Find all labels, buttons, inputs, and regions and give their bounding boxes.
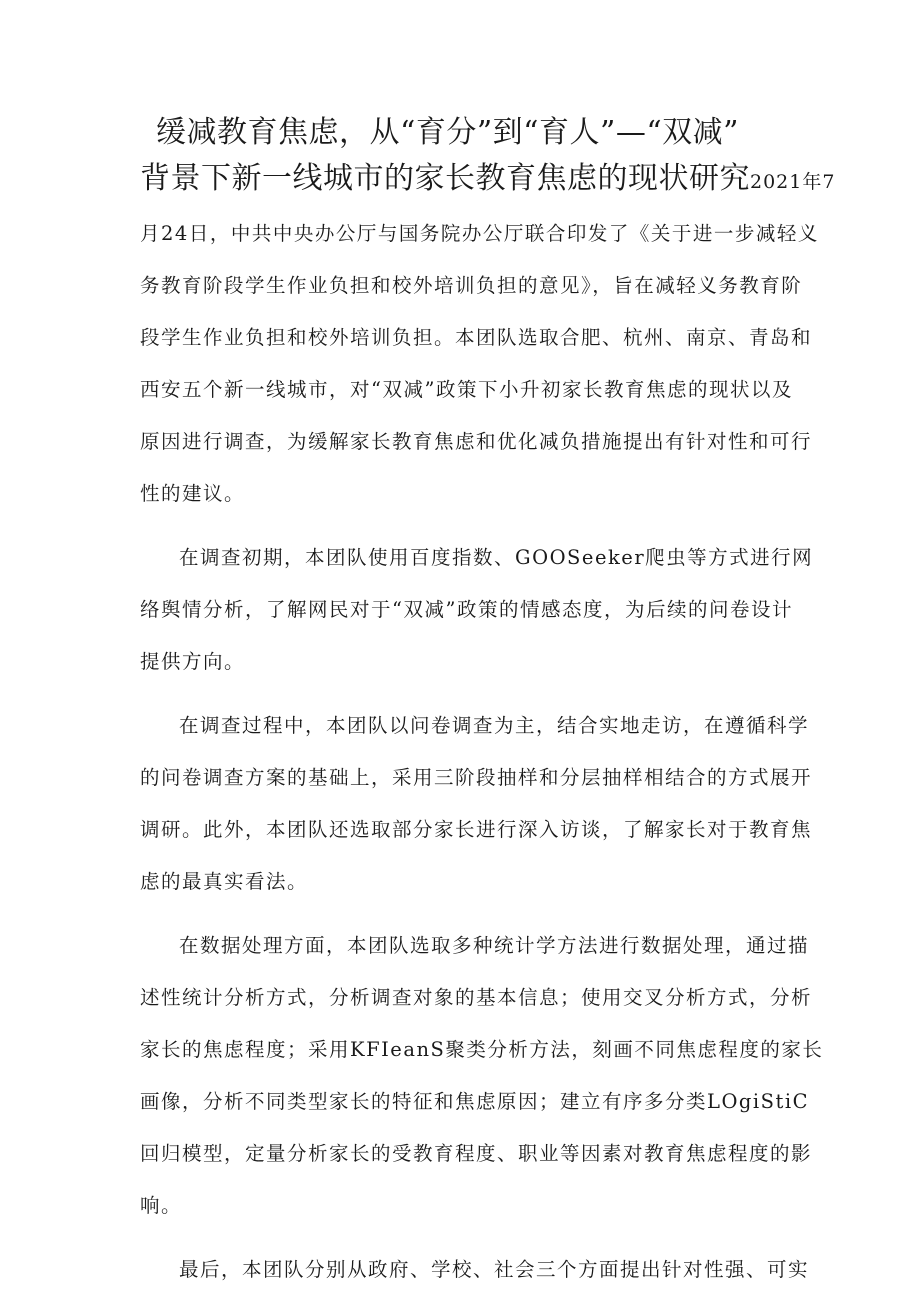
paragraph-line: 最后，本团队分别从政府、学校、社会三个方面提出针对性强、可实: [179, 1258, 810, 1281]
document-page: [140, 110, 836, 1296]
paragraph-line: 画像，分析不同类型家长的特征和焦虑原因；建立有序多分类LOgiStiC: [140, 1090, 810, 1113]
paragraph-line: 在调查初期，本团队使用百度指数、GOOSeeker爬虫等方式进行网: [179, 546, 814, 569]
document-title-line-2-text: 背景下新一线城市的家长教育焦虑的现状研究: [140, 161, 750, 196]
paragraph-line: 段学生作业负担和校外培训负担。本团队选取合肥、杭州、南京、青岛和: [140, 326, 813, 349]
paragraph-intro: [140, 208, 819, 520]
paragraph-line: 月24日，中共中央办公厅与国务院办公厅联合印发了《关于进一步减轻义: [140, 222, 819, 245]
paragraph-line: 性的建议。: [140, 482, 246, 505]
paragraph-line: 在调查过程中，本团队以问卷调查为主，结合实地走访，在遵循科学: [179, 714, 810, 737]
inline-date-start: 2021年7: [750, 171, 836, 193]
paragraph-line: 响。: [140, 1194, 183, 1217]
paragraph-line: 的问卷调查方案的基础上，采用三阶段抽样和分层抽样相结合的方式展开: [140, 766, 813, 789]
paragraph-line: 述性统计分析方式，分析调查对象的基本信息；使用交叉分析方式，分析: [140, 986, 813, 1009]
paragraph-line: 调研。此外，本团队还选取部分家长进行深入访谈，了解家长对于教育焦: [140, 818, 813, 841]
paragraph-data-processing: [140, 920, 824, 1232]
paragraph-line: 虑的最真实看法。: [140, 870, 309, 893]
paragraph-line: 在数据处理方面，本团队选取多种统计学方法进行数据处理，通过描: [179, 934, 810, 957]
paragraph-line: 提供方向。: [140, 650, 246, 673]
paragraph-line: 络舆情分析，了解网民对于“双减”政策的情感态度，为后续的问卷设计: [140, 598, 793, 621]
paragraph-line: 务教育阶段学生作业负担和校外培训负担的意见》，旨在减轻义务教育阶: [140, 274, 803, 297]
paragraph-line: 原因进行调查，为缓解家长教育焦虑和优化减负措施提出有针对性和可行: [140, 430, 813, 453]
paragraph-line: 家长的焦虑程度；采用KFIeanS聚类分析方法，刻画不同焦虑程度的家长: [140, 1038, 824, 1061]
document-title-line-2: [140, 156, 836, 205]
paragraph-survey-process: [140, 700, 813, 908]
paragraph-early-survey: [140, 532, 814, 688]
paragraph-line: 西安五个新一线城市，对“双减”政策下小升初家长教育焦虑的现状以及: [140, 378, 793, 401]
paragraph-conclusion: [140, 1244, 810, 1296]
document-title-line-1: 缓减教育焦虑，从“育分”到“育人”—“双减”: [156, 115, 740, 150]
paragraph-line: 回归模型，定量分析家长的受教育程度、职业等因素对教育焦虑程度的影: [140, 1142, 813, 1165]
